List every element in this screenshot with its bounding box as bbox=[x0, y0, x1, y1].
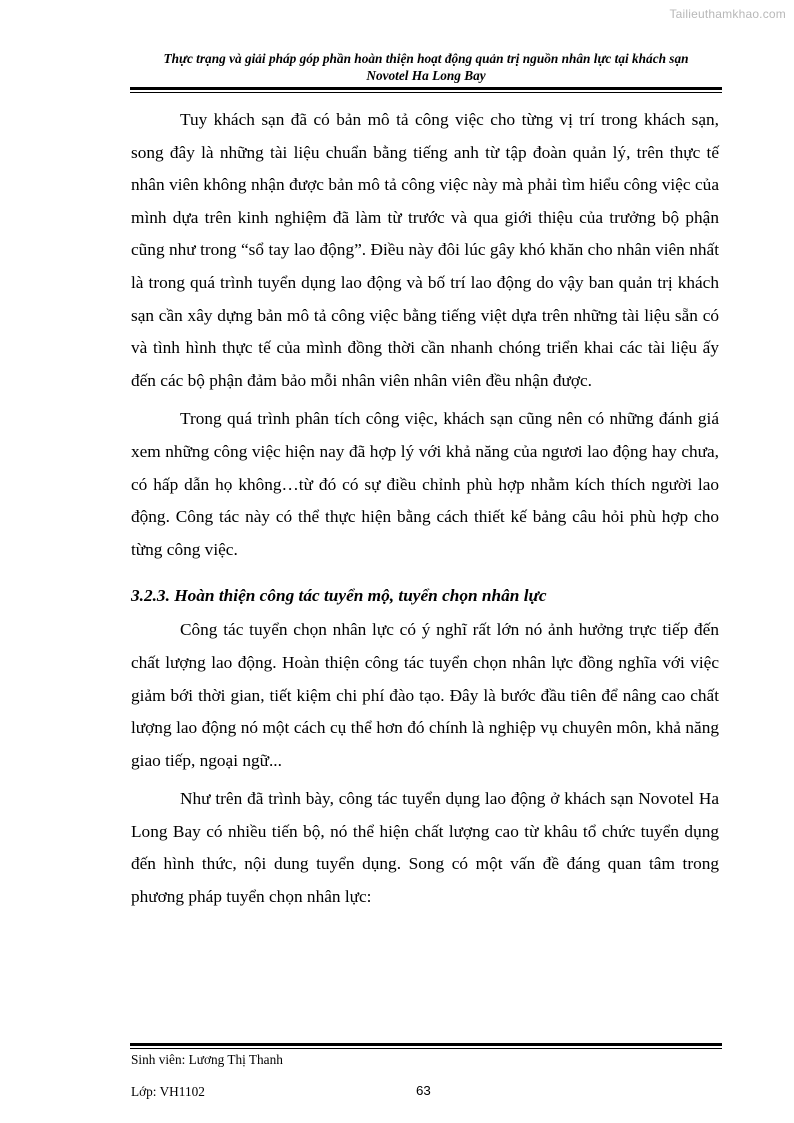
page-number: 63 bbox=[416, 1083, 431, 1098]
footer-divider-thick bbox=[130, 1043, 722, 1046]
header-divider-thin bbox=[130, 92, 722, 93]
paragraph-recruitment-status: Như trên đã trình bày, công tác tuyển dụng lao động ở khách sạn Novotel Ha Long Bay có nhiều tiến bộ, nó thể hiện chất lượng cao từ khâu tổ chức tuyển dụng đến hình thức, nội dung tuyển dụng. Song có một vấn đề đáng quan tâm trong phương pháp tuyển chọn nhân lực: bbox=[131, 789, 719, 907]
paragraph-job-analysis: Trong quá trình phân tích công việc, khách sạn cũng nên có những đánh giá xem những công việc hiện nay đã hợp lý với khả năng của ngươi lao động hay chưa, có hấp dẫn họ không…từ đó có sự điều chỉnh phù hợp nhằm kích thích người lao động. Công tác này có thể thực hiện bằng cách thiết kế bảng câu hỏi phù hợp cho từng công việc. bbox=[131, 409, 719, 559]
header-title-line-2: Novotel Ha Long Bay bbox=[366, 68, 486, 83]
document-body bbox=[131, 104, 719, 914]
header-title-line-1: Thực trạng và giải pháp góp phần hoàn thiện hoạt động quản trị nguồn nhân lực tại khách sạn bbox=[163, 51, 689, 66]
paragraph-recruitment-importance: Công tác tuyển chọn nhân lực có ý nghĩ rất lớn nó ảnh hưởng trực tiếp đến chất lượng lao động. Hoàn thiện công tác tuyển chọn nhân lực đồng nghĩa với việc giảm bới thời gian, tiết kiệm chi phí đào tạo. Đây là bước đầu tiên để nâng cao chất lượng lao động nó một cách cụ thể hơn đó chính là nghiệp vụ chuyên môn, khả năng giao tiếp, ngoại ngữ... bbox=[131, 620, 719, 770]
footer-class-code: Lớp: VH1102 bbox=[131, 1084, 205, 1099]
watermark: Tailieuthamkhao.com bbox=[669, 7, 786, 21]
header-divider-thick bbox=[130, 87, 722, 90]
page-header bbox=[130, 50, 722, 84]
paragraph-job-description: Tuy khách sạn đã có bản mô tả công việc cho từng vị trí trong khách sạn, song đây là những tài liệu chuẩn bằng tiếng anh từ tập đoàn quản lý, trên thực tế nhân viên không nhận được bản mô tả công việc này mà phải tìm hiểu công việc của mình dựa trên kinh nghiệm đã làm từ trước và qua giới thiệu của trưởng bộ phận cũng như trong “sổ tay lao động”. Điều này đôi lúc gây khó khăn cho nhân viên nhất là trong quá trình tuyển dụng lao động và bố trí lao động do vậy ban quản trị khách sạn cần xây dựng bản mô tả công việc bằng tiếng việt dựa trên những tài liệu sẵn có và tình hình thực tế của mình đồng thời cần nhanh chóng triển khai các tài liệu ấy đến các bộ phận đảm bảo mỗi nhân viên nhân viên đều nhận được. bbox=[131, 110, 719, 390]
footer-divider-thin bbox=[130, 1048, 722, 1049]
section-heading: 3.2.3. Hoàn thiện công tác tuyển mộ, tuyển chọn nhân lực bbox=[131, 586, 547, 606]
footer-student-name: Sinh viên: Lương Thị Thanh bbox=[131, 1052, 283, 1067]
